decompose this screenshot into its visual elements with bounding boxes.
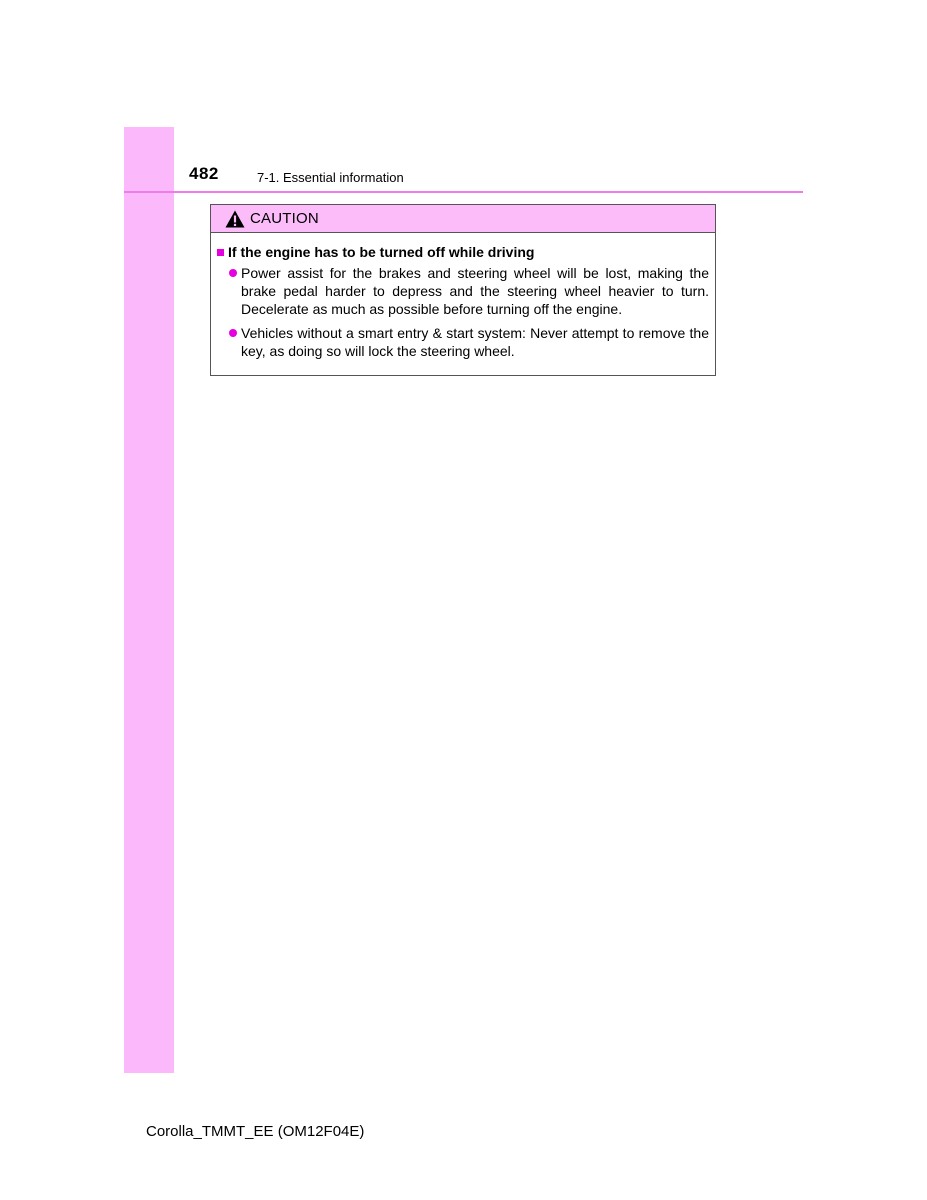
- caution-header: [211, 205, 715, 233]
- warning-triangle-icon: [225, 210, 245, 228]
- caution-item-text: Vehicles without a smart entry & start system: Never attempt to remove the key, as doing so will lock the steering wheel.: [241, 325, 709, 359]
- caution-item: [217, 324, 709, 360]
- caution-heading-text: If the engine has to be turned off while driving: [228, 244, 535, 260]
- caution-body: [211, 233, 715, 360]
- side-tab-band: [124, 127, 174, 1073]
- square-bullet-icon: [217, 249, 224, 256]
- caution-item: [217, 264, 709, 318]
- document-code: Corolla_TMMT_EE (OM12F04E): [146, 1123, 365, 1140]
- caution-label: CAUTION: [250, 210, 319, 227]
- round-bullet-icon: [229, 329, 237, 337]
- caution-box: [210, 204, 716, 376]
- header-rule: [124, 191, 803, 193]
- page-number: 482: [189, 164, 219, 183]
- section-title: 7-1. Essential information: [257, 170, 404, 185]
- round-bullet-icon: [229, 269, 237, 277]
- caution-item-text: Power assist for the brakes and steering wheel will be lost, making the brake pedal harder to depress and the steering wheel heavier to turn. Decelerate as much as possible before turning off the engine.: [241, 265, 709, 317]
- caution-heading: [217, 243, 709, 261]
